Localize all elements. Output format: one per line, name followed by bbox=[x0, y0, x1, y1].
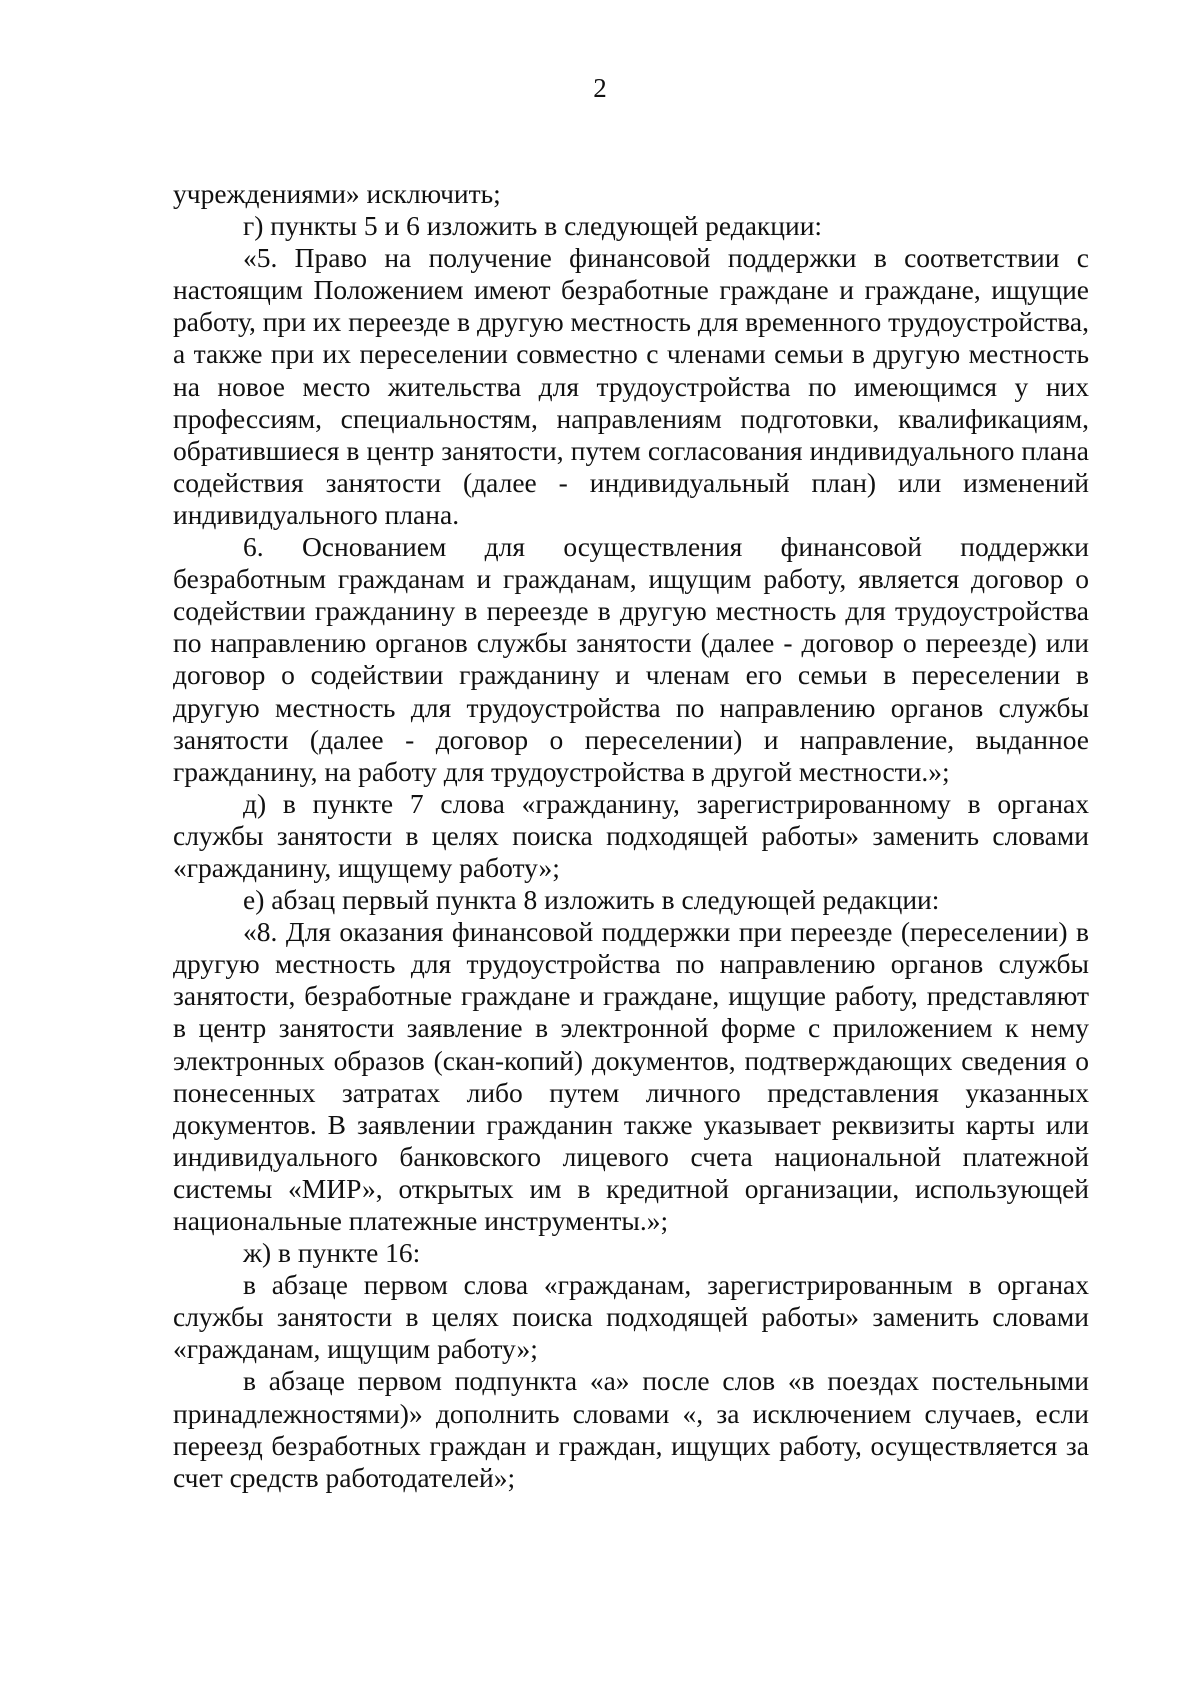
paragraph-point-8: «8. Для оказания финансовой поддержки при переезде (переселении) в другую местность для трудоустройства по направлению органов службы занятости, безработные граждане и граждане, ищущие работу, представляют в центр занятости заявление в электронной форме с приложением к нему электронных образов (скан-копий) документов, подтверждающих сведения о понесенных затратах либо путем личного представления указанных документов. В заявлении гражданин также указывает реквизиты карты или индивидуального банковского лицевого счета национальной платежной системы «МИР», открытых им в кредитной организации, использующей национальные платежные инструменты.»; bbox=[173, 916, 1089, 1236]
paragraph-item-e: е) абзац первый пункта 8 изложить в следующей редакции: bbox=[243, 884, 940, 916]
paragraph-point-16-first: в абзаце первом слова «гражданам, зарегистрированным в органах службы занятости в целях поиска подходящей работы» заменить словами «гражданам, ищущим работу»; bbox=[173, 1269, 1089, 1365]
document-body bbox=[173, 178, 1089, 1494]
paragraph-point-5: «5. Право на получение финансовой поддержки в соответствии с настоящим Положением имеют безработные граждане и граждане, ищущие работу, при их переезде в другую местность для временного трудоустройства, а также при их переселении совместно с членами семьи в другую местность на новое место жительства для трудоустройства по имеющимся у них профессиям, специальностям, направлениям подготовки, квалификациям, обратившиеся в центр занятости, путем согласования индивидуального плана содействия занятости (далее - индивидуальный план) или изменений индивидуального плана. bbox=[173, 242, 1089, 530]
paragraph-continuation: учреждениями» исключить; bbox=[173, 178, 501, 209]
paragraph-item-zh: ж) в пункте 16: bbox=[243, 1237, 421, 1269]
paragraph-item-g: г) пункты 5 и 6 изложить в следующей редакции: bbox=[243, 210, 823, 242]
paragraph-point-16-subpoint-a: в абзаце первом подпункта «а» после слов «в поездах постельными принадлежностями)» дополнить словами «, за исключением случаев, если переезд безработных граждан и граждан, ищущих работу, осуществляется за счет средств работодателей»; bbox=[173, 1365, 1089, 1493]
paragraph-point-6: 6. Основанием для осуществления финансовой поддержки безработным гражданам и гражданам, ищущим работу, является договор о содействии гражданину в переезде в другую местность для трудоустройства по направлению органов службы занятости (далее - договор о переезде) или договор о содействии гражданину и членам его семьи в переселении в другую местность для трудоустройства по направлению органов службы занятости (далее - договор о переселении) и направление, выданное гражданину, на работу для трудоустройства в другой местности.»; bbox=[173, 531, 1089, 787]
paragraph-item-d: д) в пункте 7 слова «гражданину, зарегистрированному в органах службы занятости в целях поиска подходящей работы» заменить словами «гражданину, ищущему работу»; bbox=[173, 787, 1089, 883]
page-number: 2 bbox=[593, 73, 607, 103]
